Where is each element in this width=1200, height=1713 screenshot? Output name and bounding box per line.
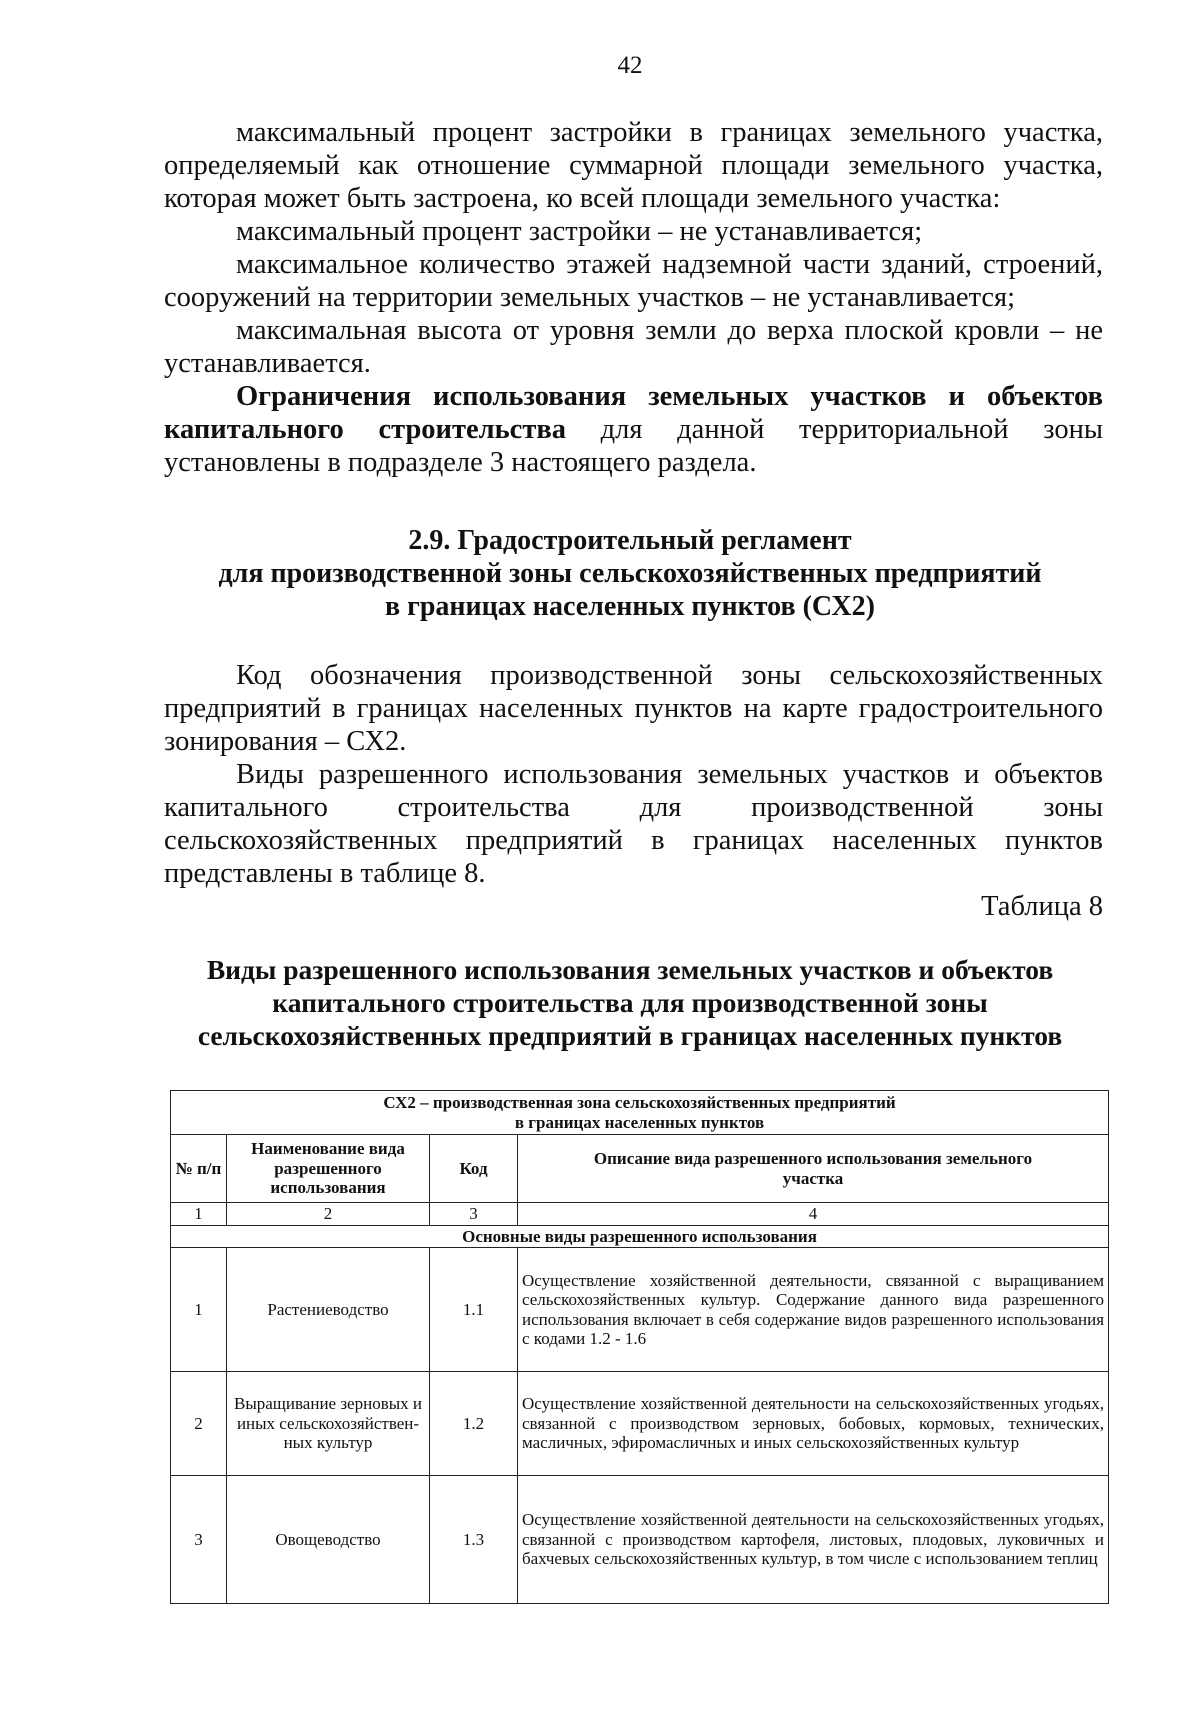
table-title-line-2: капитального строительства для производственной зоны [272, 987, 988, 1018]
table-row [171, 1248, 1109, 1372]
header-code: Код [430, 1135, 518, 1203]
section-heading-line-2: для производственной зоны сельскохозяйственных предприятий [218, 558, 1042, 589]
body-paragraph-1: Код обозначения производственной зоны сельскохозяйственных предприятий в границах населенных пунктов на карте градостроительного зонирования – СХ2. [164, 660, 1103, 757]
intro-paragraph-3: максимальное количество этажей надземной части зданий, строений, сооружений на территории земельных участков – не устанавливается; [164, 249, 1103, 313]
table-title-line-3: сельскохозяйственных предприятий в границах населенных пунктов [197, 1020, 1063, 1051]
table-title-line-1: Виды разрешенного использования земельных участков и объектов [206, 954, 1054, 985]
row-code: 1.1 [430, 1248, 518, 1372]
column-header-row [171, 1135, 1109, 1203]
index-3: 3 [430, 1203, 518, 1226]
header-number: № п/п [171, 1135, 227, 1203]
table-row [171, 1372, 1109, 1476]
section-main-label: Основные виды разрешенного использования [171, 1225, 1109, 1248]
intro-paragraph-4: максимальная высота от уровня земли до верха плоской кровли – не устанавливается. [164, 315, 1103, 379]
page-number: 42 [617, 52, 643, 79]
intro-text [164, 116, 1103, 479]
row-code: 1.2 [430, 1372, 518, 1476]
row-number: 1 [171, 1248, 227, 1372]
restrictions-bold: Ограничения использования земельных участков и объектов капитального строительства [164, 381, 1103, 445]
section-heading-line-1: 2.9. Градостроительный регламент [408, 525, 852, 556]
row-name: Растениеводство [227, 1248, 430, 1372]
index-1: 1 [171, 1203, 227, 1226]
restrictions-rest: для данной территориальной зоны установлены в подразделе 3 настоящего раздела. [164, 414, 1103, 478]
section-row [171, 1225, 1109, 1248]
permitted-uses-table [170, 1090, 1109, 1604]
zone-header-line-1: СХ2 – производственная зона сельскохозяйственных предприятий [383, 1093, 896, 1112]
row-name: Овощеводство [227, 1476, 430, 1604]
zone-header-line-2: в границах населенных пунктов [514, 1112, 765, 1132]
table-title [120, 953, 1140, 1052]
table-caption: Таблица 8 [981, 891, 1103, 922]
intro-paragraph-2: максимальный процент застройки – не устанавливается; [236, 216, 923, 247]
index-2: 2 [227, 1203, 430, 1226]
header-name: Наименование вида разрешенного использования [227, 1135, 430, 1203]
row-number: 3 [171, 1476, 227, 1604]
row-description: Осуществление хозяйственной деятельности на сельскохозяйственных угодьях, связанной с производством зерновых, бобовых, кормовых, технических, масличных, эфиромасличных и иных сельскохозяйственных культур [518, 1372, 1109, 1476]
section-heading-line-3: в границах населенных пунктов (СХ2) [385, 591, 875, 622]
row-name: Выращивание зерновых и иных сельскохозяйствен-ных культур [227, 1372, 430, 1476]
index-4: 4 [518, 1203, 1109, 1226]
table-row [171, 1476, 1109, 1604]
section-heading [120, 524, 1140, 623]
intro-paragraph-5 [164, 380, 1103, 479]
intro-paragraph-1: максимальный процент застройки в границах земельного участка, определяемый как отношение суммарной площади земельного участка, которая может быть застроена, ко всей площади земельного участка: [164, 117, 1103, 214]
zone-header-cell [171, 1091, 1109, 1135]
zone-header-row [171, 1091, 1109, 1135]
row-code: 1.3 [430, 1476, 518, 1604]
row-number: 2 [171, 1372, 227, 1476]
column-index-row [171, 1203, 1109, 1226]
row-description: Осуществление хозяйственной деятельности на сельскохозяйственных угодьях, связанной с производством картофеля, листовых, плодовых, луковичных и бахчевых сельскохозяйственных культур, в том числе с использованием теплиц [518, 1476, 1109, 1604]
header-description: Описание вида разрешенного использования земельного участка [518, 1135, 1109, 1203]
body-paragraph-2: Виды разрешенного использования земельных участков и объектов капитального строительства для производственной зоны сельскохозяйственных предприятий в границах населенных пунктов представлены в таблице 8. [164, 759, 1103, 889]
row-description: Осуществление хозяйственной деятельности, связанной с выращиванием сельскохозяйственных культур. Содержание данного вида разрешенного использования включает в себя содержание видов разрешенного использования с кодами 1.2 - 1.6 [518, 1248, 1109, 1372]
body-text [164, 659, 1103, 890]
